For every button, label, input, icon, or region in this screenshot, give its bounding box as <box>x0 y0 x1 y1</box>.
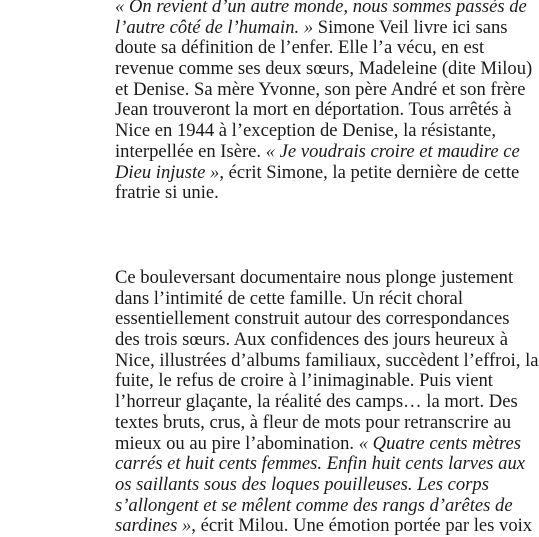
quote-text: os saillants sous des loques pouilleuses. Les corps <box>115 473 489 495</box>
quote-text: Dieu injuste » <box>115 161 220 183</box>
quote-text: « Quatre cents mètres <box>358 432 522 454</box>
text-line <box>115 392 539 413</box>
text-line <box>115 516 539 537</box>
body-text: , écrit Milou. Une émotion portée par les voix <box>191 515 533 537</box>
body-text: mieux ou au pire l’abomination. <box>115 432 359 454</box>
text-line <box>115 351 539 372</box>
body-text: l’horreur glaçante, la réalité des camps… la mort. Des <box>115 391 518 413</box>
text-line <box>115 142 532 163</box>
text-line <box>115 454 539 475</box>
text-line <box>115 121 532 142</box>
text-line <box>115 59 532 80</box>
body-text: Simone Veil livre ici sans <box>313 16 508 38</box>
text-line <box>115 413 539 434</box>
text-line <box>115 38 532 59</box>
body-text: doute sa définition de l’enfer. Elle l’a vécu, en est <box>115 37 485 59</box>
paragraph-intro <box>115 0 532 204</box>
quote-text: carrés et huit cents femmes. Enfin huit cents larves aux <box>115 453 526 475</box>
quote-text: l’autre côté de l’humain. » <box>115 16 314 38</box>
quote-text: s’allongent et se mêlent comme des rangs d’arêtes de <box>115 494 513 516</box>
body-text: Nice en 1944 à l’exception de Denise, la résistante, <box>115 120 497 142</box>
text-line <box>115 289 539 310</box>
text-line <box>115 18 532 39</box>
paragraph-documentary <box>115 268 539 537</box>
quote-text: sardines » <box>115 515 192 537</box>
text-line <box>115 330 539 351</box>
body-text: textes bruts, crus, à fleur de mots pour retranscrire au <box>115 411 512 433</box>
body-text: des trois sœurs. Aux confidences des jours heureux à <box>115 329 508 351</box>
body-text: Jean trouveront la mort en déportation. Tous arrêtés à <box>115 99 512 121</box>
quote-text: « Je voudrais croire et maudire ce <box>265 140 520 162</box>
text-line <box>115 163 532 184</box>
body-text: fratrie si unie. <box>115 182 219 204</box>
body-text: et Denise. Sa mère Yvonne, son père André et son frère <box>115 78 526 100</box>
body-text: fuite, le refus de croire à l’inimaginable. Puis vient <box>115 370 493 392</box>
body-text: interpellée en Isère. <box>115 140 266 162</box>
body-text: Nice, illustrées d’albums familiaux, succèdent l’effroi, la <box>115 349 539 371</box>
body-text: revenue comme ses deux sœurs, Madeleine (dite Milou) <box>115 58 533 80</box>
text-line <box>115 268 539 289</box>
text-line <box>115 496 539 517</box>
text-line <box>115 434 539 455</box>
body-text: dans l’intimité de cette famille. Un récit choral <box>115 287 463 309</box>
body-text: Ce bouleversant documentaire nous plonge justement <box>115 267 514 288</box>
text-line <box>115 80 532 101</box>
text-line <box>115 183 532 204</box>
text-line <box>115 371 539 392</box>
text-line <box>115 0 532 18</box>
body-text: , écrit Simone, la petite dernière de cette <box>219 161 520 183</box>
text-line <box>115 309 539 330</box>
body-text: essentiellement construit autour des correspondances <box>115 308 510 330</box>
quote-text: « On revient d’un autre monde, nous sommes passés de <box>115 0 527 17</box>
text-line <box>115 100 532 121</box>
text-line <box>115 475 539 496</box>
